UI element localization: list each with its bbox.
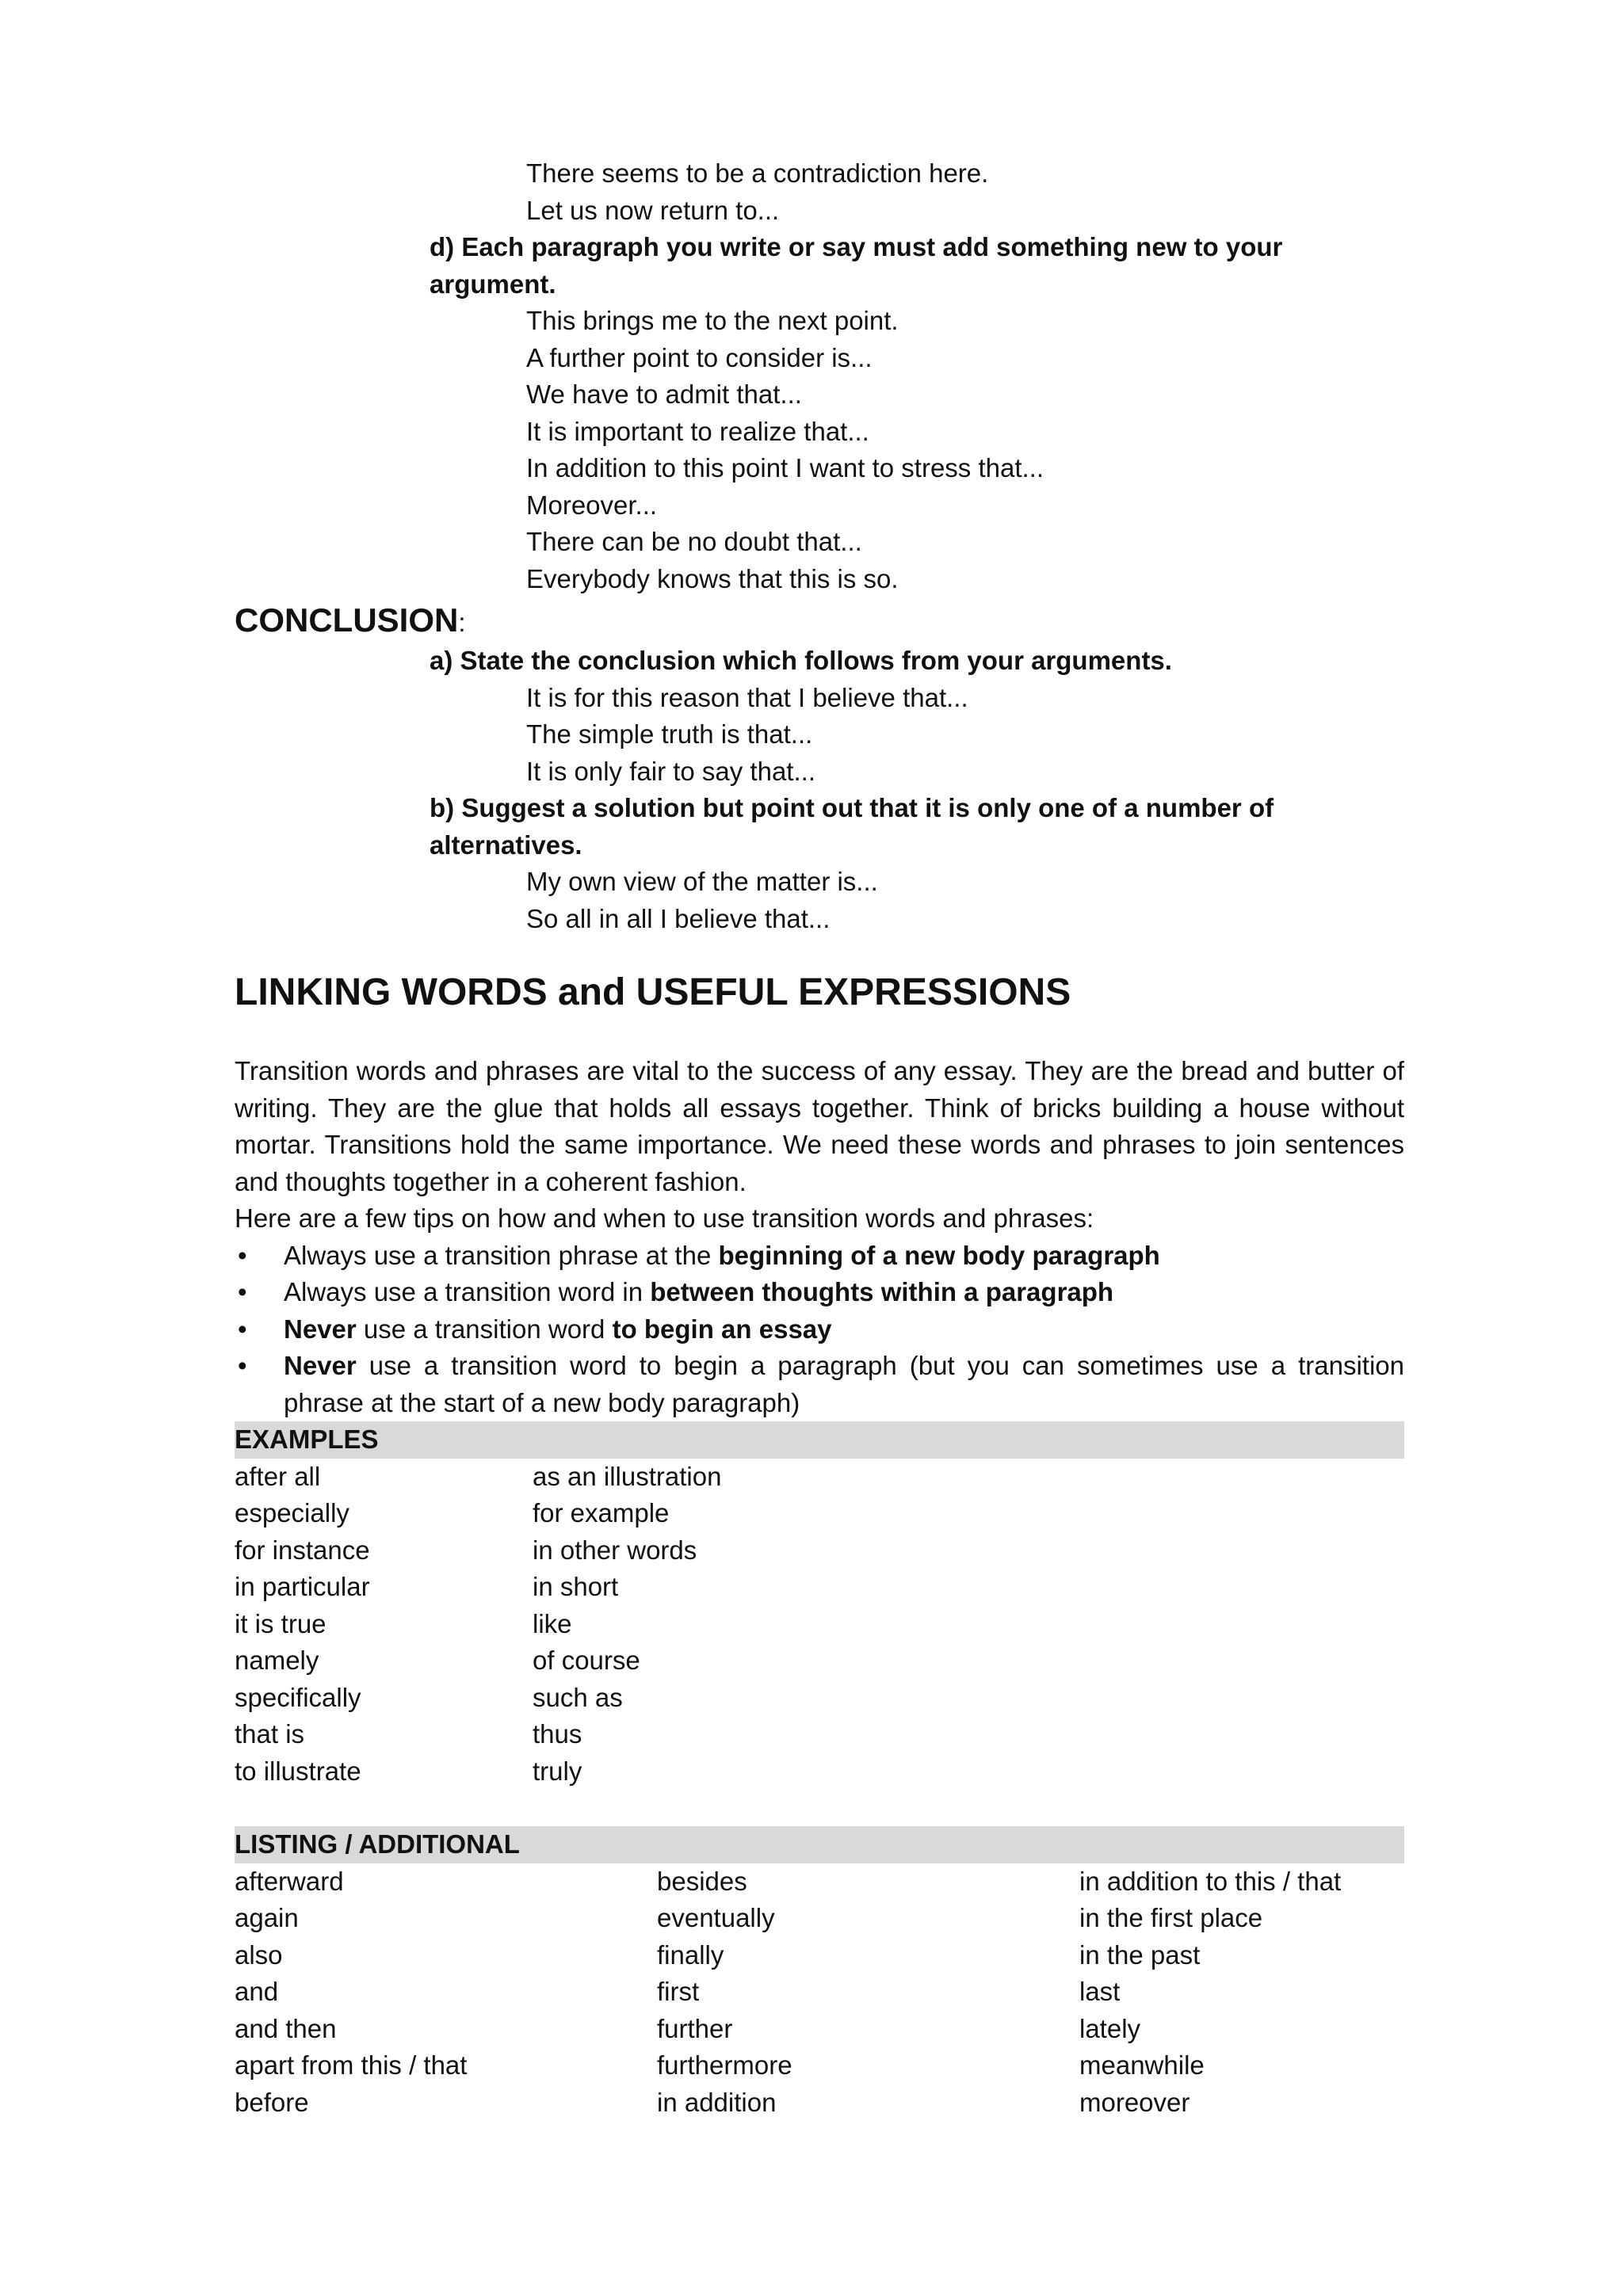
point-d-heading-cont: argument. (430, 269, 556, 299)
listing-header: LISTING / ADDITIONAL (235, 1826, 1404, 1863)
list-item: also (235, 1939, 283, 1970)
list-item: truly (533, 1756, 582, 1786)
phrase-line: There seems to be a contradiction here. (526, 158, 989, 188)
phrase-line: We have to admit that... (526, 379, 802, 409)
list-item: moreover (1079, 2087, 1190, 2117)
list-item: for instance (235, 1535, 370, 1565)
tip-item (235, 1311, 1404, 1348)
list-item: and then (235, 2013, 337, 2043)
linking-words-title: LINKING WORDS and USEFUL EXPRESSIONS (235, 971, 1071, 1013)
list-item: apart from this / that (235, 2050, 468, 2080)
bullet-icon: • (238, 1240, 247, 1270)
examples-table (235, 1459, 1404, 1791)
tips-list (235, 1238, 1404, 1422)
phrase-line: It is only fair to say that... (526, 756, 815, 786)
list-item: thus (533, 1719, 582, 1749)
conclusion-colon: : (458, 608, 466, 637)
conclusion-heading (235, 601, 1404, 643)
list-item: lately (1079, 2013, 1141, 2043)
list-item: and (235, 1977, 279, 2006)
listing-col-3 (1079, 1863, 1404, 2122)
listing-col-1 (235, 1863, 657, 2122)
list-item: in particular (235, 1572, 370, 1601)
phrase-line: In addition to this point I want to stress that... (526, 453, 1044, 482)
tip-emphasis: Never (284, 1351, 357, 1380)
phrase-line: So all in all I believe that... (526, 903, 831, 933)
list-item: besides (657, 1866, 747, 1896)
examples-header: EXAMPLES (235, 1421, 1404, 1459)
list-item: in short (533, 1572, 619, 1601)
list-item: in the first place (1079, 1903, 1263, 1932)
tip-text: Always use a transition word in (284, 1277, 651, 1306)
bullet-icon: • (238, 1351, 247, 1380)
list-item: furthermore (657, 2050, 792, 2080)
tip-emphasis: between thoughts within a paragraph (650, 1277, 1114, 1306)
list-item: it is true (235, 1608, 327, 1638)
examples-col-1 (235, 1459, 533, 1791)
tip-text: Always use a transition phrase at the (284, 1240, 719, 1270)
list-item: before (235, 2087, 309, 2117)
list-item: last (1079, 1977, 1121, 2006)
list-item: first (657, 1977, 700, 2006)
phrase-line: The simple truth is that... (526, 719, 813, 749)
list-item: meanwhile (1079, 2050, 1205, 2080)
tip-emphasis: Never (284, 1314, 357, 1344)
list-item: namely (235, 1646, 319, 1675)
list-item: to illustrate (235, 1756, 361, 1786)
listing-table (235, 1863, 1404, 2122)
phrase-line: My own view of the matter is... (526, 867, 878, 896)
conclusion-a-heading: a) State the conclusion which follows from your arguments. (430, 646, 1172, 675)
list-item: as an illustration (533, 1461, 722, 1491)
point-d-heading: d) Each paragraph you write or say must add something new to your (430, 232, 1283, 261)
phrase-line: There can be no doubt that... (526, 527, 862, 556)
list-item: in the past (1079, 1939, 1201, 1970)
phrase-line: It is important to realize that... (526, 416, 869, 446)
tip-emphasis: beginning of a new body paragraph (718, 1240, 1160, 1270)
list-item: eventually (657, 1903, 775, 1932)
tips-intro: Here are a few tips on how and when to use transition words and phrases: (235, 1203, 1094, 1233)
phrase-line: It is for this reason that I believe that... (526, 682, 968, 712)
phrase-line: Let us now return to... (526, 195, 780, 225)
list-item: afterward (235, 1866, 344, 1896)
phrase-line: Moreover... (526, 490, 658, 520)
listing-col-2 (657, 1863, 1079, 2122)
document-page (235, 155, 1404, 2121)
conclusion-title: CONCLUSION (235, 601, 459, 639)
list-item: in other words (533, 1535, 697, 1565)
list-item: finally (657, 1939, 724, 1970)
tip-item (235, 1274, 1404, 1311)
bullet-icon: • (238, 1277, 247, 1306)
tip-item (235, 1238, 1404, 1275)
tip-text: use a transition word (356, 1314, 613, 1344)
spacer (235, 1790, 1404, 1826)
intro-paragraph: Transition words and phrases are vital to the success of any essay. They are the bread and butter of writing. They are the glue that holds all essays together. Think of bricks building a house without mortar. Transitions hold the same importance. We need these words and phrases to join sentences and thoughts together in a coherent fashion. (235, 1056, 1404, 1196)
list-item: especially (235, 1498, 349, 1527)
bullet-icon: • (238, 1314, 247, 1344)
conclusion-b-heading-cont: alternatives. (430, 830, 582, 860)
list-item: such as (533, 1682, 623, 1712)
examples-col-2 (533, 1459, 1404, 1791)
tip-emphasis: to begin an essay (612, 1314, 832, 1344)
list-item: that is (235, 1719, 305, 1749)
phrase-line: Everybody knows that this is so. (526, 563, 899, 593)
list-item: like (533, 1608, 572, 1638)
tip-text: use a transition word to begin a paragraph (but you can sometimes use a transition phrase at the start of a new body paragraph) (284, 1351, 1404, 1417)
list-item: again (235, 1903, 299, 1932)
phrase-line: A further point to consider is... (526, 342, 873, 372)
conclusion-b-heading: b) Suggest a solution but point out that it is only one of a number of (430, 793, 1274, 822)
list-item: in addition (657, 2087, 777, 2117)
phrase-line: This brings me to the next point. (526, 306, 899, 335)
list-item: after all (235, 1461, 321, 1491)
list-item: of course (533, 1646, 640, 1675)
tip-item (235, 1348, 1404, 1421)
list-item: for example (533, 1498, 670, 1527)
list-item: specifically (235, 1682, 361, 1712)
list-item: further (657, 2013, 733, 2043)
list-item: in addition to this / that (1079, 1866, 1342, 1896)
